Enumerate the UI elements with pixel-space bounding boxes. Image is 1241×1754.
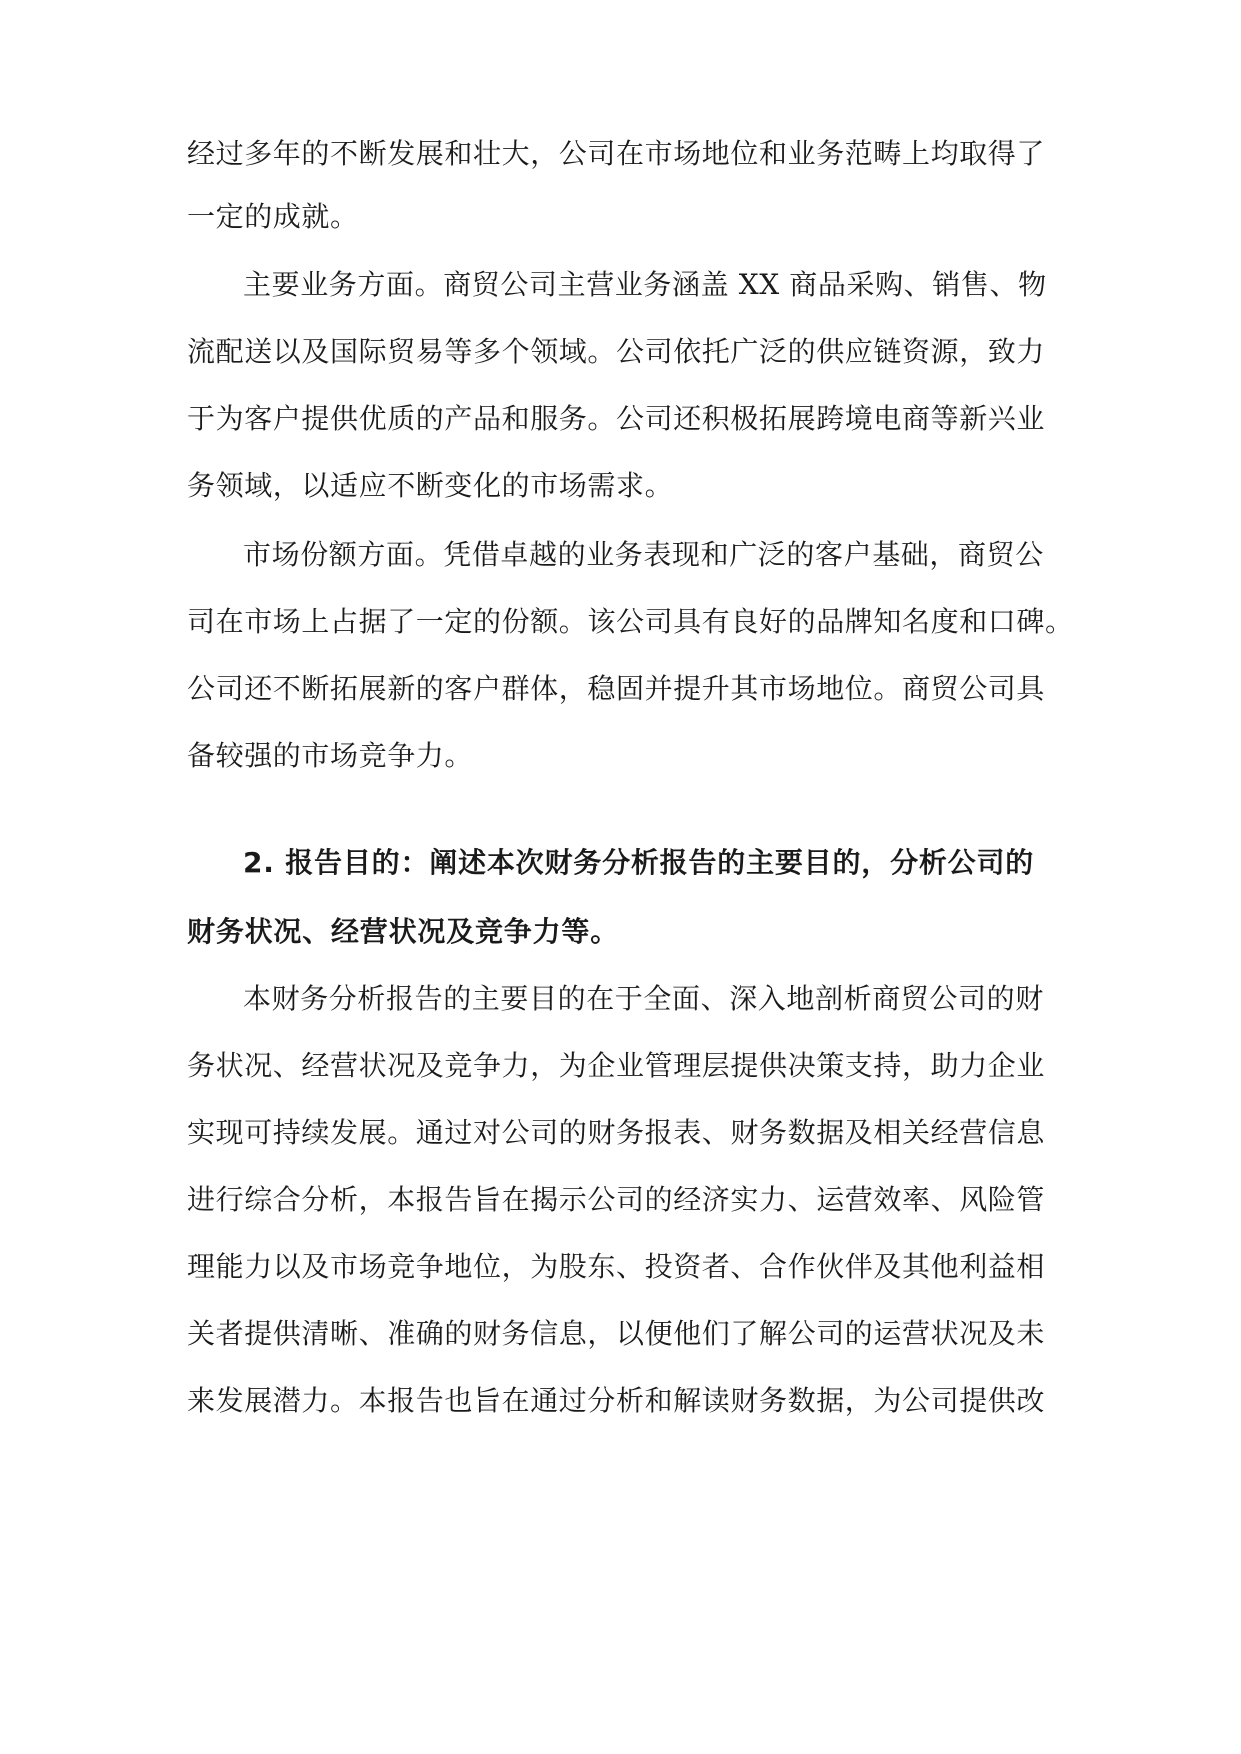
body-line-2: 务状况、经营状况及竞争力，为企业管理层提供决策支持，助力企业 (187, 1049, 1046, 1082)
paragraph-3-line-2: 司在市场上占据了一定的份额。该公司具有良好的品牌知名度和口碑。 (187, 605, 1074, 638)
body-line-6: 关者提供清晰、准确的财务信息，以便他们了解公司的运营状况及未 (187, 1317, 1046, 1350)
paragraph-3-line-3: 公司还不断拓展新的客户群体，稳固并提升其市场地位。商贸公司具 (187, 672, 1046, 705)
section-heading-line-2: 财务状况、经营状况及竞争力等。 (187, 915, 620, 948)
paragraph-1-line-1: 经过多年的不断发展和壮大，公司在市场地位和业务范畴上均取得了 (187, 137, 1046, 170)
paragraph-2-line-1: 主要业务方面。商贸公司主营业务涵盖 XX 商品采购、销售、物 (243, 268, 1047, 301)
body-line-4: 进行综合分析，本报告旨在揭示公司的经济实力、运营效率、风险管 (187, 1183, 1046, 1216)
body-line-5: 理能力以及市场竞争地位，为股东、投资者、合作伙伴及其他利益相 (187, 1250, 1046, 1283)
paragraph-3-line-1: 市场份额方面。凭借卓越的业务表现和广泛的客户基础，商贸公 (243, 538, 1044, 571)
paragraph-2-line-4: 务领域，以适应不断变化的市场需求。 (187, 469, 674, 502)
body-line-7: 来发展潜力。本报告也旨在通过分析和解读财务数据，为公司提供改 (187, 1384, 1046, 1417)
paragraph-2-line-3: 于为客户提供优质的产品和服务。公司还积极拓展跨境电商等新兴业 (187, 402, 1046, 435)
paragraph-2-line-2: 流配送以及国际贸易等多个领域。公司依托广泛的供应链资源，致力 (187, 335, 1046, 368)
section-heading-line-1: 2. 报告目的：阐述本次财务分析报告的主要目的，分析公司的 (243, 846, 1035, 879)
paragraph-1-line-2: 一定的成就。 (187, 200, 359, 233)
body-line-3: 实现可持续发展。通过对公司的财务报表、财务数据及相关经营信息 (187, 1116, 1046, 1149)
paragraph-3-line-4: 备较强的市场竞争力。 (187, 739, 474, 772)
body-line-1: 本财务分析报告的主要目的在于全面、深入地剖析商贸公司的财 (243, 982, 1044, 1015)
